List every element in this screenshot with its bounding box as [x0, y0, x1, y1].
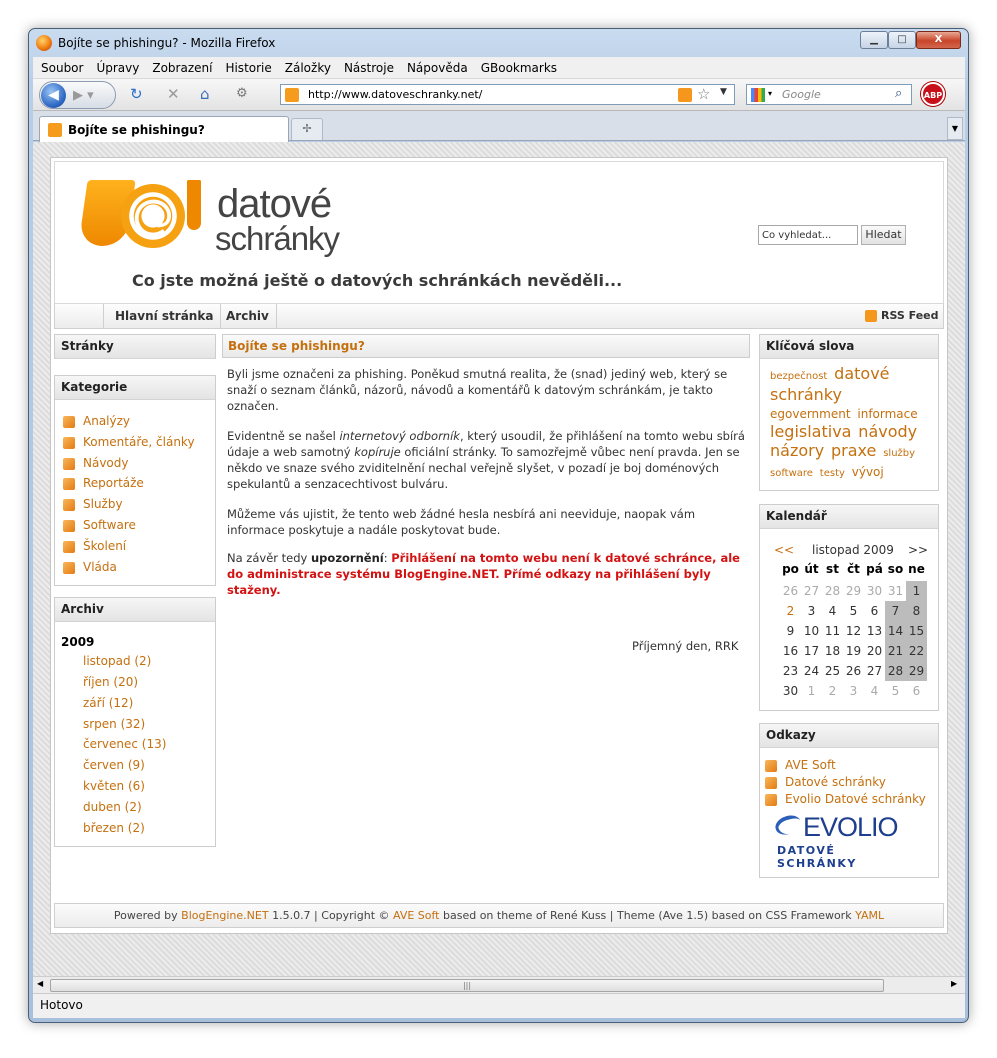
browser-window: [28, 28, 969, 1023]
post-text: , který usoudil, že přihlášení na tomto webu sbírá údaje a web samotný: [227, 429, 745, 459]
close-button[interactable]: X: [916, 31, 961, 49]
calendar-day[interactable]: 8: [906, 601, 927, 621]
post-text: :: [383, 551, 392, 565]
calendar-day[interactable]: 6: [912, 684, 921, 698]
footer-text: based on theme of René Kuss | Theme (Ave 1.5) based on CSS Framework: [439, 909, 856, 922]
tag[interactable]: informace: [857, 407, 918, 421]
evolio-logo-subtext: DATOVÉ SCHRÁNKY: [777, 844, 857, 870]
site-search-input[interactable]: [758, 225, 858, 245]
pages-box: [54, 334, 216, 359]
calendar-day[interactable]: 13: [866, 624, 883, 638]
tag[interactable]: praxe: [831, 441, 877, 460]
calendar-day[interactable]: 28: [885, 661, 906, 681]
logo-word-2: schránky: [215, 220, 340, 257]
calendar-month: listopad 2009: [812, 543, 894, 557]
calendar-day[interactable]: 12: [845, 624, 862, 638]
scroll-right-icon[interactable]: ▶: [951, 979, 958, 988]
calendar-day[interactable]: 4: [870, 684, 879, 698]
post-emphasis: kopíruje: [354, 445, 401, 459]
addon-icon[interactable]: ⚙: [236, 86, 248, 101]
menu-bar: [33, 57, 965, 79]
calendar-day[interactable]: 9: [786, 624, 795, 638]
tab-favicon: [48, 123, 62, 137]
menu-soubor[interactable]: Soubor: [41, 61, 84, 75]
calendar-day-header: pá: [866, 562, 883, 576]
archive-title: Archiv: [55, 598, 215, 622]
archive-box: [54, 597, 216, 847]
calendar-day[interactable]: 26: [845, 664, 862, 678]
evolio-logo-text: EVOLIO: [803, 812, 898, 842]
category-vlada[interactable]: Vláda: [83, 560, 117, 574]
tab-list-icon[interactable]: ▼: [947, 117, 963, 140]
blog-post: [222, 334, 750, 664]
calendar-day[interactable]: 21: [885, 641, 906, 661]
pages-title: Stránky: [55, 335, 215, 359]
link-ave-soft[interactable]: AVE Soft: [785, 758, 836, 772]
nav-archive[interactable]: Archiv: [219, 304, 277, 328]
post-text: Evidentně se našel: [227, 429, 340, 443]
calendar-next[interactable]: >>: [908, 543, 929, 557]
engine-dropdown-icon[interactable]: ▾: [768, 89, 773, 98]
post-strong: upozornění: [311, 551, 384, 565]
calendar-day-header: út: [804, 562, 819, 576]
calendar-day[interactable]: 6: [870, 604, 879, 618]
forward-button[interactable]: ▶ ▾: [73, 88, 94, 103]
archive-month[interactable]: květen (6): [83, 779, 145, 793]
calendar-day-header: po: [782, 562, 799, 576]
tags-title: Klíčová slova: [760, 335, 938, 359]
calendar-day[interactable]: 3: [807, 604, 816, 618]
calendar-day[interactable]: 14: [885, 621, 906, 641]
scroll-thumb[interactable]: |||: [50, 979, 884, 992]
calendar-box: [759, 504, 939, 711]
calendar-day[interactable]: 5: [891, 684, 900, 698]
calendar-day[interactable]: 11: [824, 624, 841, 638]
calendar-day[interactable]: 7: [885, 601, 906, 621]
post-signature: Příjemný den, RRK: [632, 639, 739, 653]
title-bar: [29, 29, 968, 57]
category-sluzby[interactable]: Služby: [83, 497, 123, 511]
rss-feed-link[interactable]: RSS Feed: [881, 309, 939, 322]
footer-link-blogengine[interactable]: BlogEngine.NET: [181, 909, 269, 922]
link-datove-schranky[interactable]: Datové schránky: [785, 775, 886, 789]
archive-month[interactable]: říjen (20): [83, 675, 139, 689]
menu-historie[interactable]: Historie: [225, 61, 272, 75]
new-tab-button[interactable]: ✢: [291, 118, 323, 140]
site-logo[interactable]: [83, 180, 343, 260]
logo-word-1: datové: [217, 182, 332, 226]
tag[interactable]: testy: [819, 468, 845, 479]
category-komentare[interactable]: Komentáře, články: [83, 435, 195, 449]
archive-month[interactable]: září (12): [83, 696, 134, 710]
archive-month[interactable]: duben (2): [83, 800, 142, 814]
links-title: Odkazy: [760, 724, 938, 748]
calendar-day[interactable]: 20: [866, 644, 883, 658]
archive-year[interactable]: 2009: [61, 635, 95, 649]
horizontal-scrollbar[interactable]: [33, 976, 965, 993]
tag[interactable]: služby: [883, 448, 916, 459]
url-dropdown-icon[interactable]: ▼: [720, 87, 727, 97]
site-footer: [54, 903, 944, 928]
menu-upravy[interactable]: Úpravy: [96, 61, 140, 75]
site-tagline: Co jste možná ještě o datových schránkách nevěděli...: [132, 271, 623, 290]
calendar-day[interactable]: 22: [906, 641, 927, 661]
calendar-day-header: st: [826, 562, 839, 576]
logo-mark-right: [187, 180, 201, 230]
post-warning: Přihlášení na tomto webu není k datové schránce, ale do administrace systému BlogEngine.NET. Přímé odkazy na přihlášení byly staženy.: [227, 551, 740, 597]
tag[interactable]: datové schránky: [770, 364, 890, 404]
calendar-day[interactable]: 3: [849, 684, 858, 698]
logo-at-icon: @: [121, 184, 185, 248]
firefox-icon: [36, 35, 52, 51]
calendar-day[interactable]: 26: [782, 584, 799, 598]
archive-month[interactable]: březen (2): [83, 821, 145, 835]
calendar-day[interactable]: 1: [807, 684, 816, 698]
calendar-day[interactable]: 10: [803, 624, 820, 638]
site-header: [54, 161, 944, 304]
calendar-day[interactable]: 27: [866, 664, 883, 678]
category-skoleni[interactable]: Školení: [83, 539, 127, 553]
calendar-day[interactable]: 31: [887, 584, 904, 598]
rss-icon[interactable]: [678, 88, 692, 102]
page-viewport: [33, 142, 965, 976]
tag[interactable]: názory: [770, 441, 825, 460]
post-text: oficiální stránky. To samozřejmě vůbec není pravda. Jen se někdo ve snaze svého zviditelnění nechal veřejně slyšet, v pozadí je boj doménových spekulantů a senzacechtivost bulváru.: [227, 445, 740, 491]
menu-nastroje[interactable]: Nástroje: [343, 61, 394, 75]
link-evolio[interactable]: Evolio Datové schránky: [785, 792, 926, 806]
tag[interactable]: bezpečnost: [770, 371, 828, 382]
search-icon[interactable]: ⌕: [895, 86, 903, 101]
window-title: Bojíte se phishingu? - Mozilla Firefox: [58, 36, 276, 50]
links-box: [759, 723, 939, 878]
archive-month[interactable]: srpen (32): [83, 717, 146, 731]
calendar-day[interactable]: 25: [824, 664, 841, 678]
menu-gbookmarks[interactable]: GBookmarks: [480, 61, 558, 75]
categories-title: Kategorie: [55, 376, 215, 400]
scroll-left-icon[interactable]: ◀: [37, 979, 44, 988]
category-reportaze[interactable]: Reportáže: [83, 476, 144, 490]
nav-home[interactable]: Hlavní stránka: [108, 304, 221, 328]
nav-divider: [103, 304, 104, 328]
calendar-title: Kalendář: [760, 505, 938, 529]
post-paragraph-1: Byli jsme označeni za phishing. Poněkud smutná realita, že (snad) jediný web, který se snaží o seznam článků, názorů, návodů a komentářů k datovým schránkám, je takto označen.: [227, 367, 728, 413]
navigation-toolbar: [33, 79, 965, 111]
calendar-day-header: ne: [908, 562, 925, 576]
calendar-day[interactable]: 4: [828, 604, 837, 618]
calendar-day[interactable]: 5: [849, 604, 858, 618]
archive-month[interactable]: listopad (2): [83, 654, 152, 668]
evolio-logo[interactable]: [775, 812, 917, 870]
calendar-day-header: čt: [847, 562, 860, 576]
url-bar[interactable]: [280, 84, 735, 105]
calendar-day[interactable]: 2: [828, 684, 837, 698]
tag-cloud: [770, 365, 928, 483]
post-title[interactable]: Bojíte se phishingu?: [222, 334, 750, 358]
calendar-day[interactable]: 30: [782, 684, 799, 698]
calendar-day[interactable]: 16: [782, 644, 799, 658]
url-text[interactable]: http://www.datoveschranky.net/: [308, 88, 483, 101]
google-icon[interactable]: [751, 88, 765, 102]
footer-text: 1.5.0.7 | Copyright ©: [268, 909, 393, 922]
calendar-day[interactable]: 29: [845, 584, 862, 598]
calendar-day[interactable]: 18: [824, 644, 841, 658]
reload-icon[interactable]: ↻: [130, 85, 143, 103]
minimize-button[interactable]: ▁: [860, 31, 888, 49]
footer-link-avesoft[interactable]: AVE Soft: [393, 909, 440, 922]
evolio-swoosh-icon: [773, 812, 804, 838]
post-paragraph-4: [227, 550, 745, 598]
calendar-day[interactable]: 24: [803, 664, 820, 678]
calendar-day[interactable]: 29: [906, 661, 927, 681]
category-navody[interactable]: Návody: [83, 456, 129, 470]
post-text: Na závěr tedy: [227, 551, 311, 565]
tab-active[interactable]: [39, 116, 289, 142]
menu-zalozky[interactable]: Záložky: [284, 61, 331, 75]
tab-bar: [33, 111, 965, 141]
stop-icon[interactable]: ✕: [167, 85, 180, 103]
search-bar[interactable]: [746, 84, 912, 105]
maximize-button[interactable]: □: [888, 31, 916, 49]
tab-title: Bojíte se phishingu?: [68, 123, 205, 137]
calendar-prev[interactable]: <<: [774, 543, 795, 557]
web-page: [50, 157, 948, 934]
tag[interactable]: vývoj: [851, 465, 884, 479]
calendar-day[interactable]: 1: [906, 581, 927, 601]
back-forward-group: [39, 81, 116, 109]
tag[interactable]: návody: [858, 422, 918, 441]
calendar-day[interactable]: 2: [786, 604, 795, 618]
home-icon[interactable]: ⌂: [200, 85, 210, 103]
tag[interactable]: legislativa: [770, 422, 852, 441]
calendar-day[interactable]: 27: [803, 584, 820, 598]
archive-month[interactable]: červen (9): [83, 758, 145, 772]
tag[interactable]: software: [770, 468, 813, 479]
adblock-icon[interactable]: ABP: [921, 82, 945, 106]
tag[interactable]: egovernment: [770, 407, 851, 421]
calendar-day[interactable]: 17: [803, 644, 820, 658]
post-paragraph-2: [227, 428, 745, 492]
calendar-day-header: so: [887, 562, 904, 576]
calendar-day[interactable]: 30: [866, 584, 883, 598]
site-search-button[interactable]: Hledat: [861, 225, 906, 245]
menu-napoveda[interactable]: Nápověda: [406, 61, 468, 75]
categories-box: [54, 375, 216, 586]
footer-text: Powered by: [113, 909, 182, 922]
footer-link-yaml[interactable]: YAML: [855, 909, 885, 922]
main-nav: [54, 304, 944, 329]
category-software[interactable]: Software: [83, 518, 136, 532]
archive-month[interactable]: červenec (13): [83, 737, 167, 751]
tags-box: [759, 334, 939, 491]
category-analyzy[interactable]: Analýzy: [83, 414, 131, 428]
calendar-day[interactable]: 23: [782, 664, 799, 678]
status-bar: Hotovo: [33, 993, 965, 1018]
rss-feed-icon[interactable]: [865, 310, 877, 322]
calendar-day[interactable]: 19: [845, 644, 862, 658]
site-favicon: [285, 88, 299, 102]
menu-zobrazeni[interactable]: Zobrazení: [152, 61, 213, 75]
post-paragraph-3: Můžeme vás ujistit, že tento web žádné hesla nesbírá ani neeviduje, naopak vám informace poskytuje a nadále poskytovat bude.: [227, 507, 696, 537]
post-emphasis: internetový odborník: [339, 429, 460, 443]
bookmark-star-icon[interactable]: ☆: [697, 85, 711, 103]
calendar-day[interactable]: 15: [906, 621, 927, 641]
search-placeholder[interactable]: Google: [782, 88, 821, 101]
calendar-day[interactable]: 28: [824, 584, 841, 598]
back-button[interactable]: ◀: [41, 83, 66, 108]
